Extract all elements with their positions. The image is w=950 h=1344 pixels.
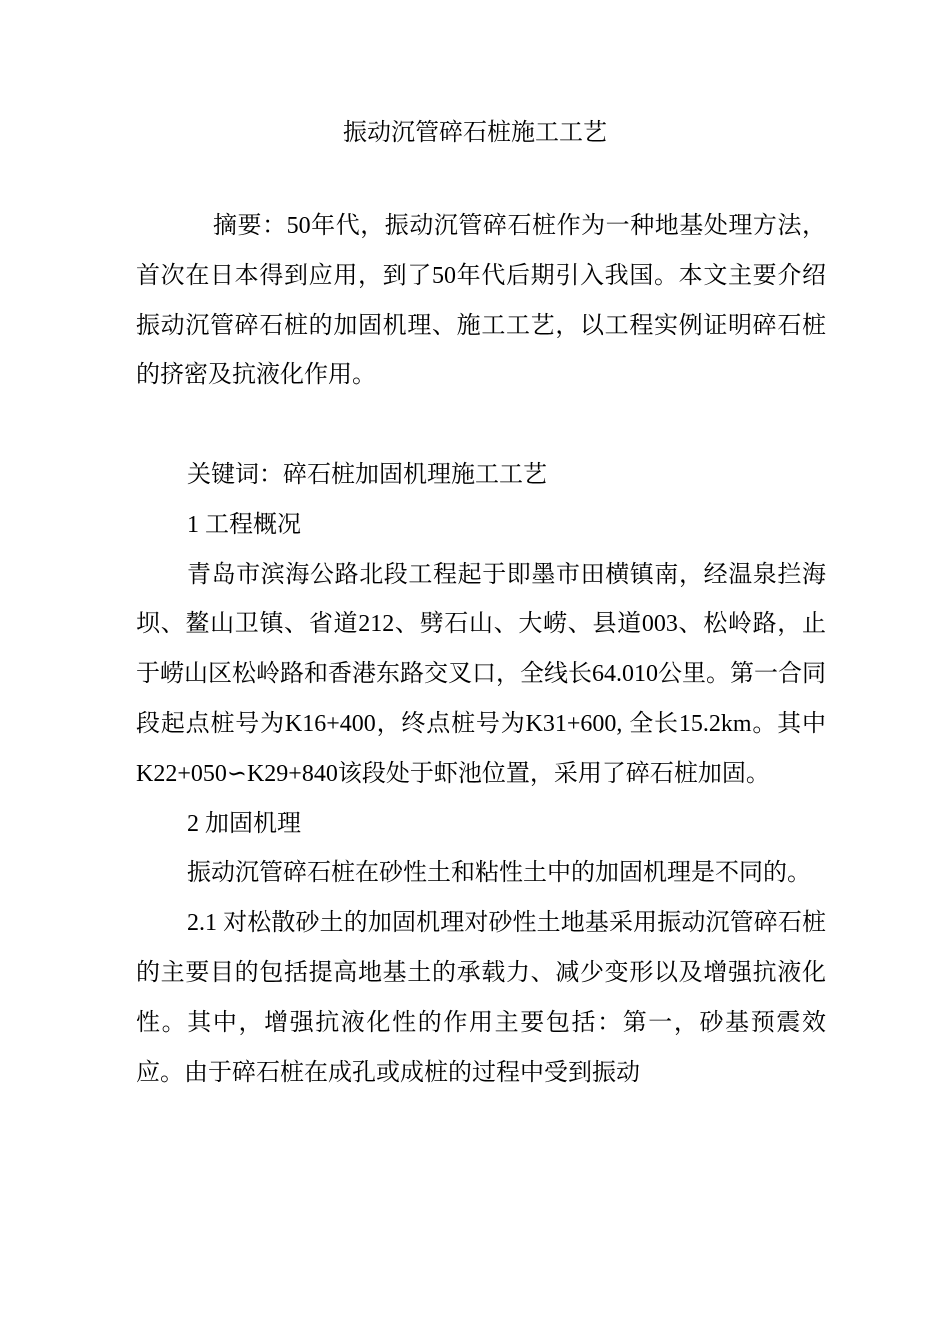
document-title: 振动沉管碎石桩施工工艺: [343, 120, 607, 146]
section-2-paragraph: 振动沉管碎石桩在砂性土和粘性土中的加固机理是不同的。: [187, 860, 811, 887]
abstract-block: [136, 202, 826, 401]
abstract-paragraph: 摘要：50年代，振动沉管碎石桩作为一种地基处理方法，首次在日本得到应用，到了50年代后期引入我国。本文主要介绍振动沉管碎石桩的加固机理、施工工艺，以工程实例证明碎石桩的挤密及抗液化作用。: [136, 213, 826, 389]
main-body: [136, 451, 826, 1098]
keywords-line: 关键词：碎石桩加固机理施工工艺: [187, 462, 547, 488]
section-2-1-paragraph: 2.1 对松散砂土的加固机理对砂性土地基采用振动沉管碎石桩的主要目的包括提高地基土的承载力、减少变形以及增强抗液化性。其中，增强抗液化性的作用主要包括：第一，砂基预震效应。由于碎石桩在成孔或成桩的过程中受到振动: [136, 910, 826, 1086]
section-1-heading: 1 工程概况: [187, 511, 301, 538]
section-1-paragraph: 青岛市滨海公路北段工程起于即墨市田横镇南，经温泉拦海坝、鳌山卫镇、省道212、劈石山、大崂、县道003、松岭路，止于崂山区松岭路和香港东路交叉口，全线长64.010公里。第一合同段起点桩号为K16+400，终点桩号为K31+600, 全长15.2km。其中K22+050∽K29+840该段处于虾池位置，采用了碎石桩加固。: [136, 561, 826, 787]
section-2-heading: 2 加固机理: [187, 810, 301, 837]
